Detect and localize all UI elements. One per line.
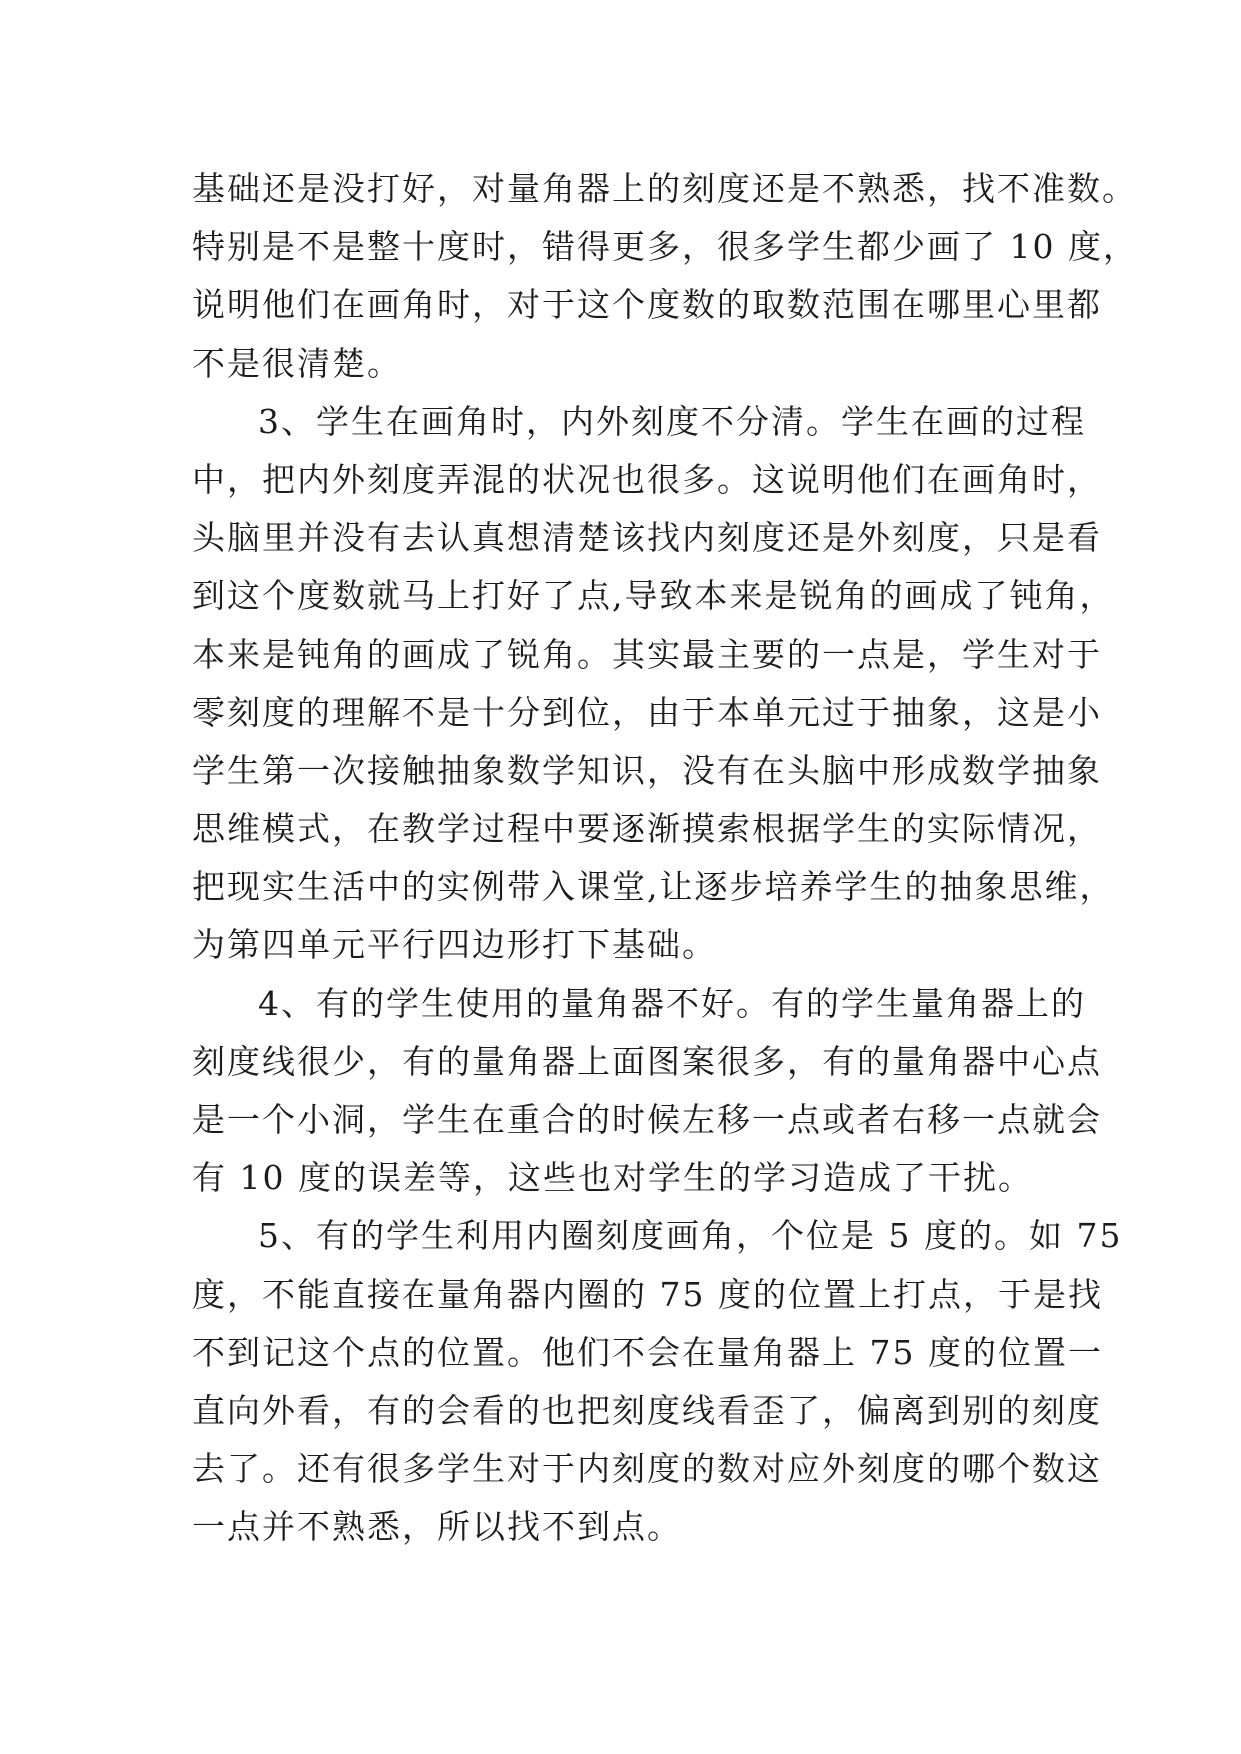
text-line: 中，把内外刻度弄混的状况也很多。这说明他们在画角时， [192, 459, 1102, 499]
text-line: 思维模式，在教学过程中要逐渐摸索根据学生的实际情况， [192, 809, 1102, 849]
text-line: 不到记这个点的位置。他们不会在量角器上 75 度的位置一 [192, 1332, 1103, 1372]
text-line: 有 10 度的误差等，这些也对学生的学习造成了干扰。 [192, 1158, 1033, 1198]
paragraph-5-first-line: 5、有的学生利用内圈刻度画角，个位是 5 度的。如 75 [258, 1216, 1123, 1256]
text-line: 直向外看，有的会看的也把刻度线看歪了，偏离到别的刻度 [192, 1390, 1102, 1430]
text-line: 说明他们在画角时，对于这个度数的取数范围在哪里心里都 [192, 285, 1102, 325]
text-line: 是一个小洞，学生在重合的时候左移一点或者右移一点就会 [192, 1100, 1102, 1139]
paragraph-4-first-line: 4、有的学生使用的量角器不好。有的学生量角器上的 [258, 983, 1086, 1023]
text-line: 基础还是没打好，对量角器上的刻度还是不熟悉，找不准数。 [192, 169, 1137, 208]
text-line: 刻度线很少，有的量角器上面图案很多，有的量角器中心点 [192, 1041, 1102, 1081]
text-line: 一点并不熟悉，所以找不到点。 [192, 1507, 682, 1547]
body-text [192, 160, 1138, 1557]
text-line: 头脑里并没有去认真想清楚该找内刻度还是外刻度，只是看 [192, 518, 1102, 558]
text-line: 把现实生活中的实例带入课堂,让逐步培养学生的抽象思维， [192, 867, 1115, 907]
text-line: 去了。还有很多学生对于内刻度的数对应外刻度的哪个数这 [192, 1449, 1102, 1489]
text-line: 特别是不是整十度时，错得更多，很多学生都少画了 10 度， [192, 227, 1138, 267]
text-line: 学生第一次接触抽象数学知识，没有在头脑中形成数学抽象 [192, 750, 1102, 790]
text-line: 本来是钝角的画成了锐角。其实最主要的一点是，学生对于 [192, 634, 1102, 674]
text-line: 度，不能直接在量角器内圈的 75 度的位置上打点，于是找 [192, 1274, 1103, 1314]
paragraph-3-first-line: 3、学生在画角时，内外刻度不分清。学生在画的过程 [258, 401, 1086, 441]
text-line: 零刻度的理解不是十分到位，由于本单元过于抽象，这是小 [192, 692, 1102, 732]
text-line: 不是很清楚。 [192, 343, 402, 383]
text-line: 为第四单元平行四边形打下基础。 [192, 925, 717, 965]
text-line: 到这个度数就马上打好了点,导致本来是锐角的画成了钝角， [192, 576, 1115, 616]
